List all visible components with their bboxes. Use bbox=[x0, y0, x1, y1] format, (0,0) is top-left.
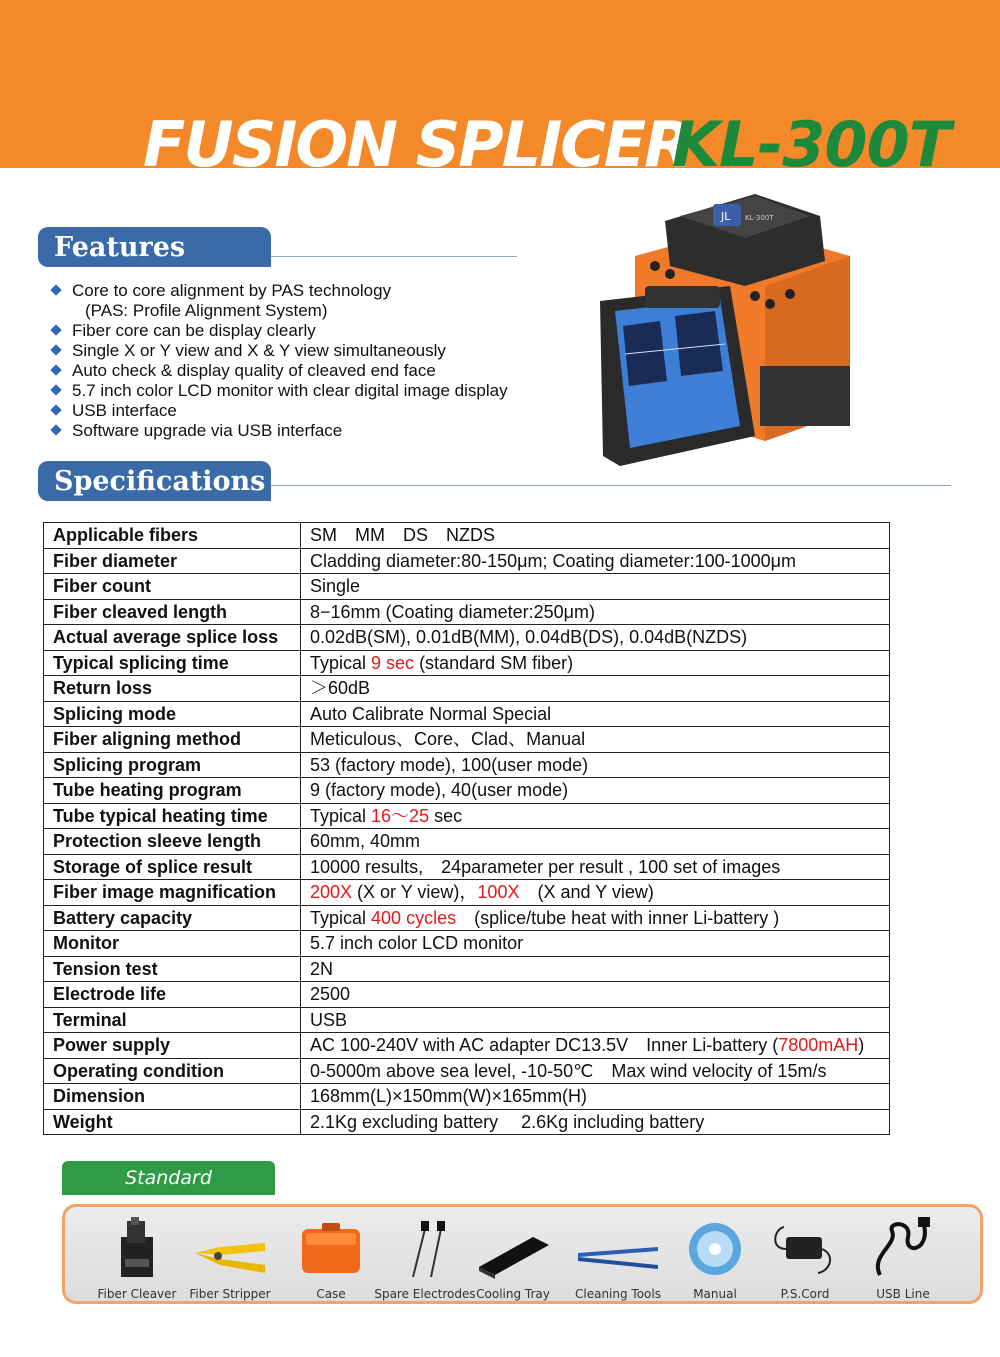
config-item-ps-cord: P.S.Cord bbox=[755, 1215, 855, 1300]
manual-disc-icon bbox=[685, 1215, 745, 1281]
spec-row bbox=[44, 727, 890, 753]
spec-row bbox=[44, 880, 890, 906]
spec-row bbox=[44, 574, 890, 600]
diamond-bullet-icon bbox=[50, 344, 61, 355]
spec-row bbox=[44, 931, 890, 957]
spec-row bbox=[44, 829, 890, 855]
spec-label: Storage of splice result bbox=[44, 854, 301, 880]
highlighted-value: 7800mAH bbox=[778, 1035, 859, 1056]
spec-value: Meticulous、Core、Clad、Manual bbox=[301, 727, 890, 753]
features-divider bbox=[271, 256, 517, 257]
spec-row bbox=[44, 1058, 890, 1084]
features-list bbox=[50, 281, 508, 441]
case-icon bbox=[296, 1215, 366, 1281]
feature-item: (PAS: Profile Alignment System) bbox=[85, 301, 328, 320]
spec-value: USB bbox=[301, 1007, 890, 1033]
feature-item: 5.7 inch color LCD monitor with clear digital image display bbox=[50, 381, 508, 401]
spec-value: 0.02dB(SM), 0.01dB(MM), 0.04dB(DS), 0.04dB(NZDS) bbox=[301, 625, 890, 651]
value-text: AC 100-240V with AC adapter DC13.5V Inner Li-battery ( bbox=[310, 1035, 779, 1056]
spec-label: Weight bbox=[44, 1109, 301, 1135]
spec-label: Splicing program bbox=[44, 752, 301, 778]
value-text: (X and Y view) bbox=[519, 882, 654, 903]
specifications-heading: Specifications bbox=[38, 461, 271, 501]
feature-item: Core to core alignment by PAS technology bbox=[50, 281, 508, 301]
spec-row bbox=[44, 1007, 890, 1033]
spec-label: Fiber count bbox=[44, 574, 301, 600]
spec-row bbox=[44, 599, 890, 625]
product-model-label: KL-300T bbox=[745, 214, 774, 222]
diamond-bullet-icon bbox=[50, 364, 61, 375]
spec-label: Return loss bbox=[44, 676, 301, 702]
spec-value bbox=[301, 650, 890, 676]
product-logo: JL bbox=[721, 210, 731, 223]
spec-label: Power supply bbox=[44, 1033, 301, 1059]
config-item-usb-line: USB Line bbox=[853, 1215, 953, 1300]
spec-label: Battery capacity bbox=[44, 905, 301, 931]
diamond-bullet-icon bbox=[50, 404, 61, 415]
spec-value: 8−16mm (Coating diameter:250μm) bbox=[301, 599, 890, 625]
spec-label: Fiber cleaved length bbox=[44, 599, 301, 625]
spec-row bbox=[44, 854, 890, 880]
value-text: Typical bbox=[310, 907, 372, 928]
spec-value: 2500 bbox=[301, 982, 890, 1008]
highlighted-value: 200X bbox=[310, 882, 353, 903]
cleaning-tools-icon bbox=[573, 1215, 663, 1281]
spec-row bbox=[44, 701, 890, 727]
spec-row bbox=[44, 548, 890, 574]
standard-configuration-panel bbox=[62, 1204, 983, 1304]
spec-row bbox=[44, 676, 890, 702]
specifications-divider bbox=[271, 485, 951, 486]
fiber-cleaver-icon bbox=[107, 1215, 167, 1281]
feature-item: Software upgrade via USB interface bbox=[50, 421, 508, 441]
spec-value: 168mm(L)×150mm(W)×165mm(H) bbox=[301, 1084, 890, 1110]
value-text: Typical bbox=[310, 652, 372, 673]
fiber-stripper-icon bbox=[190, 1215, 270, 1281]
spec-label: Fiber aligning method bbox=[44, 727, 301, 753]
config-item-spare-electrodes: Spare Electrodes bbox=[365, 1215, 485, 1300]
spec-value bbox=[301, 803, 890, 829]
spec-row bbox=[44, 752, 890, 778]
feature-item: Fiber core can be display clearly bbox=[50, 321, 508, 341]
spec-value: 5.7 inch color LCD monitor bbox=[301, 931, 890, 957]
config-item-fiber-cleaver: Fiber Cleaver bbox=[87, 1215, 187, 1300]
spec-label: Typical splicing time bbox=[44, 650, 301, 676]
value-text: ) bbox=[858, 1035, 865, 1056]
config-item-cooling-tray: Cooling Tray bbox=[463, 1215, 563, 1300]
diamond-bullet-icon bbox=[50, 384, 61, 395]
cooling-tray-icon bbox=[473, 1215, 553, 1281]
spec-label: Terminal bbox=[44, 1007, 301, 1033]
spec-label: Operating condition bbox=[44, 1058, 301, 1084]
fusion-splicer-product-image bbox=[595, 186, 865, 471]
diamond-bullet-icon bbox=[50, 284, 61, 295]
highlighted-value: 16～25 bbox=[371, 805, 430, 826]
spec-label: Electrode life bbox=[44, 982, 301, 1008]
value-text: (standard SM fiber) bbox=[414, 652, 574, 673]
diamond-bullet-icon bbox=[50, 424, 61, 435]
features-heading: Features bbox=[38, 227, 271, 267]
spec-value: Auto Calibrate Normal Special bbox=[301, 701, 890, 727]
spec-value: Cladding diameter:80-150μm; Coating diameter:100-1000μm bbox=[301, 548, 890, 574]
spec-row bbox=[44, 905, 890, 931]
spec-value: 0-5000m above sea level, -10-50℃ Max wind velocity of 15m/s bbox=[301, 1058, 890, 1084]
config-item-fiber-stripper: Fiber Stripper bbox=[180, 1215, 280, 1300]
usb-cable-icon bbox=[868, 1215, 938, 1281]
config-item-cleaning-tools: Cleaning Tools bbox=[568, 1215, 668, 1300]
spec-label: Applicable fibers bbox=[44, 523, 301, 549]
spec-label: Tension test bbox=[44, 956, 301, 982]
spec-label: Dimension bbox=[44, 1084, 301, 1110]
power-cord-icon bbox=[770, 1215, 840, 1281]
spec-value: 60mm, 40mm bbox=[301, 829, 890, 855]
spec-row bbox=[44, 956, 890, 982]
spec-label: Monitor bbox=[44, 931, 301, 957]
spec-value: ＞60dB bbox=[301, 676, 890, 702]
model-name: KL-300T bbox=[672, 108, 950, 181]
spec-value: Single bbox=[301, 574, 890, 600]
highlighted-value: 100X bbox=[477, 882, 520, 903]
spec-value: 2.1Kg excluding battery 2.6Kg including battery bbox=[301, 1109, 890, 1135]
config-item-manual: Manual bbox=[665, 1215, 765, 1300]
spec-row bbox=[44, 803, 890, 829]
highlighted-value: 9 sec bbox=[371, 652, 415, 673]
spec-row bbox=[44, 625, 890, 651]
spec-label: Tube typical heating time bbox=[44, 803, 301, 829]
spec-value bbox=[301, 880, 890, 906]
spec-row bbox=[44, 1084, 890, 1110]
spec-label: Protection sleeve length bbox=[44, 829, 301, 855]
spec-label: Fiber image magnification bbox=[44, 880, 301, 906]
spec-row bbox=[44, 1109, 890, 1135]
spec-value bbox=[301, 905, 890, 931]
diamond-bullet-icon bbox=[50, 324, 61, 335]
feature-item: USB interface bbox=[50, 401, 508, 421]
spec-value: 10000 results, 24parameter per result , 100 set of images bbox=[301, 854, 890, 880]
value-text: sec bbox=[429, 805, 463, 826]
config-item-case: Case bbox=[281, 1215, 381, 1300]
standard-configuration-heading: Standard bbox=[62, 1161, 275, 1195]
spec-value bbox=[301, 1033, 890, 1059]
page-title: FUSION SPLICER bbox=[143, 108, 690, 181]
feature-item: Single X or Y view and X & Y view simultaneously bbox=[50, 341, 508, 361]
spec-row bbox=[44, 982, 890, 1008]
spec-label: Fiber diameter bbox=[44, 548, 301, 574]
value-text: Typical bbox=[310, 805, 372, 826]
spec-label: Splicing mode bbox=[44, 701, 301, 727]
value-text: (X or Y view)， bbox=[352, 882, 478, 903]
spec-value: SM MM DS NZDS bbox=[301, 523, 890, 549]
spec-row bbox=[44, 523, 890, 549]
spec-value: 2N bbox=[301, 956, 890, 982]
spec-row bbox=[44, 1033, 890, 1059]
spare-electrodes-icon bbox=[395, 1215, 455, 1281]
spec-value: 53 (factory mode), 100(user mode) bbox=[301, 752, 890, 778]
spec-row bbox=[44, 650, 890, 676]
spec-label: Actual average splice loss bbox=[44, 625, 301, 651]
value-text: (splice/tube heat with inner Li-battery ) bbox=[456, 907, 780, 928]
spec-label: Tube heating program bbox=[44, 778, 301, 804]
spec-row bbox=[44, 778, 890, 804]
specifications-table bbox=[43, 522, 890, 1135]
feature-item: Auto check & display quality of cleaved end face bbox=[50, 361, 508, 381]
highlighted-value: 400 cycles bbox=[371, 907, 457, 928]
spec-value: 9 (factory mode), 40(user mode) bbox=[301, 778, 890, 804]
